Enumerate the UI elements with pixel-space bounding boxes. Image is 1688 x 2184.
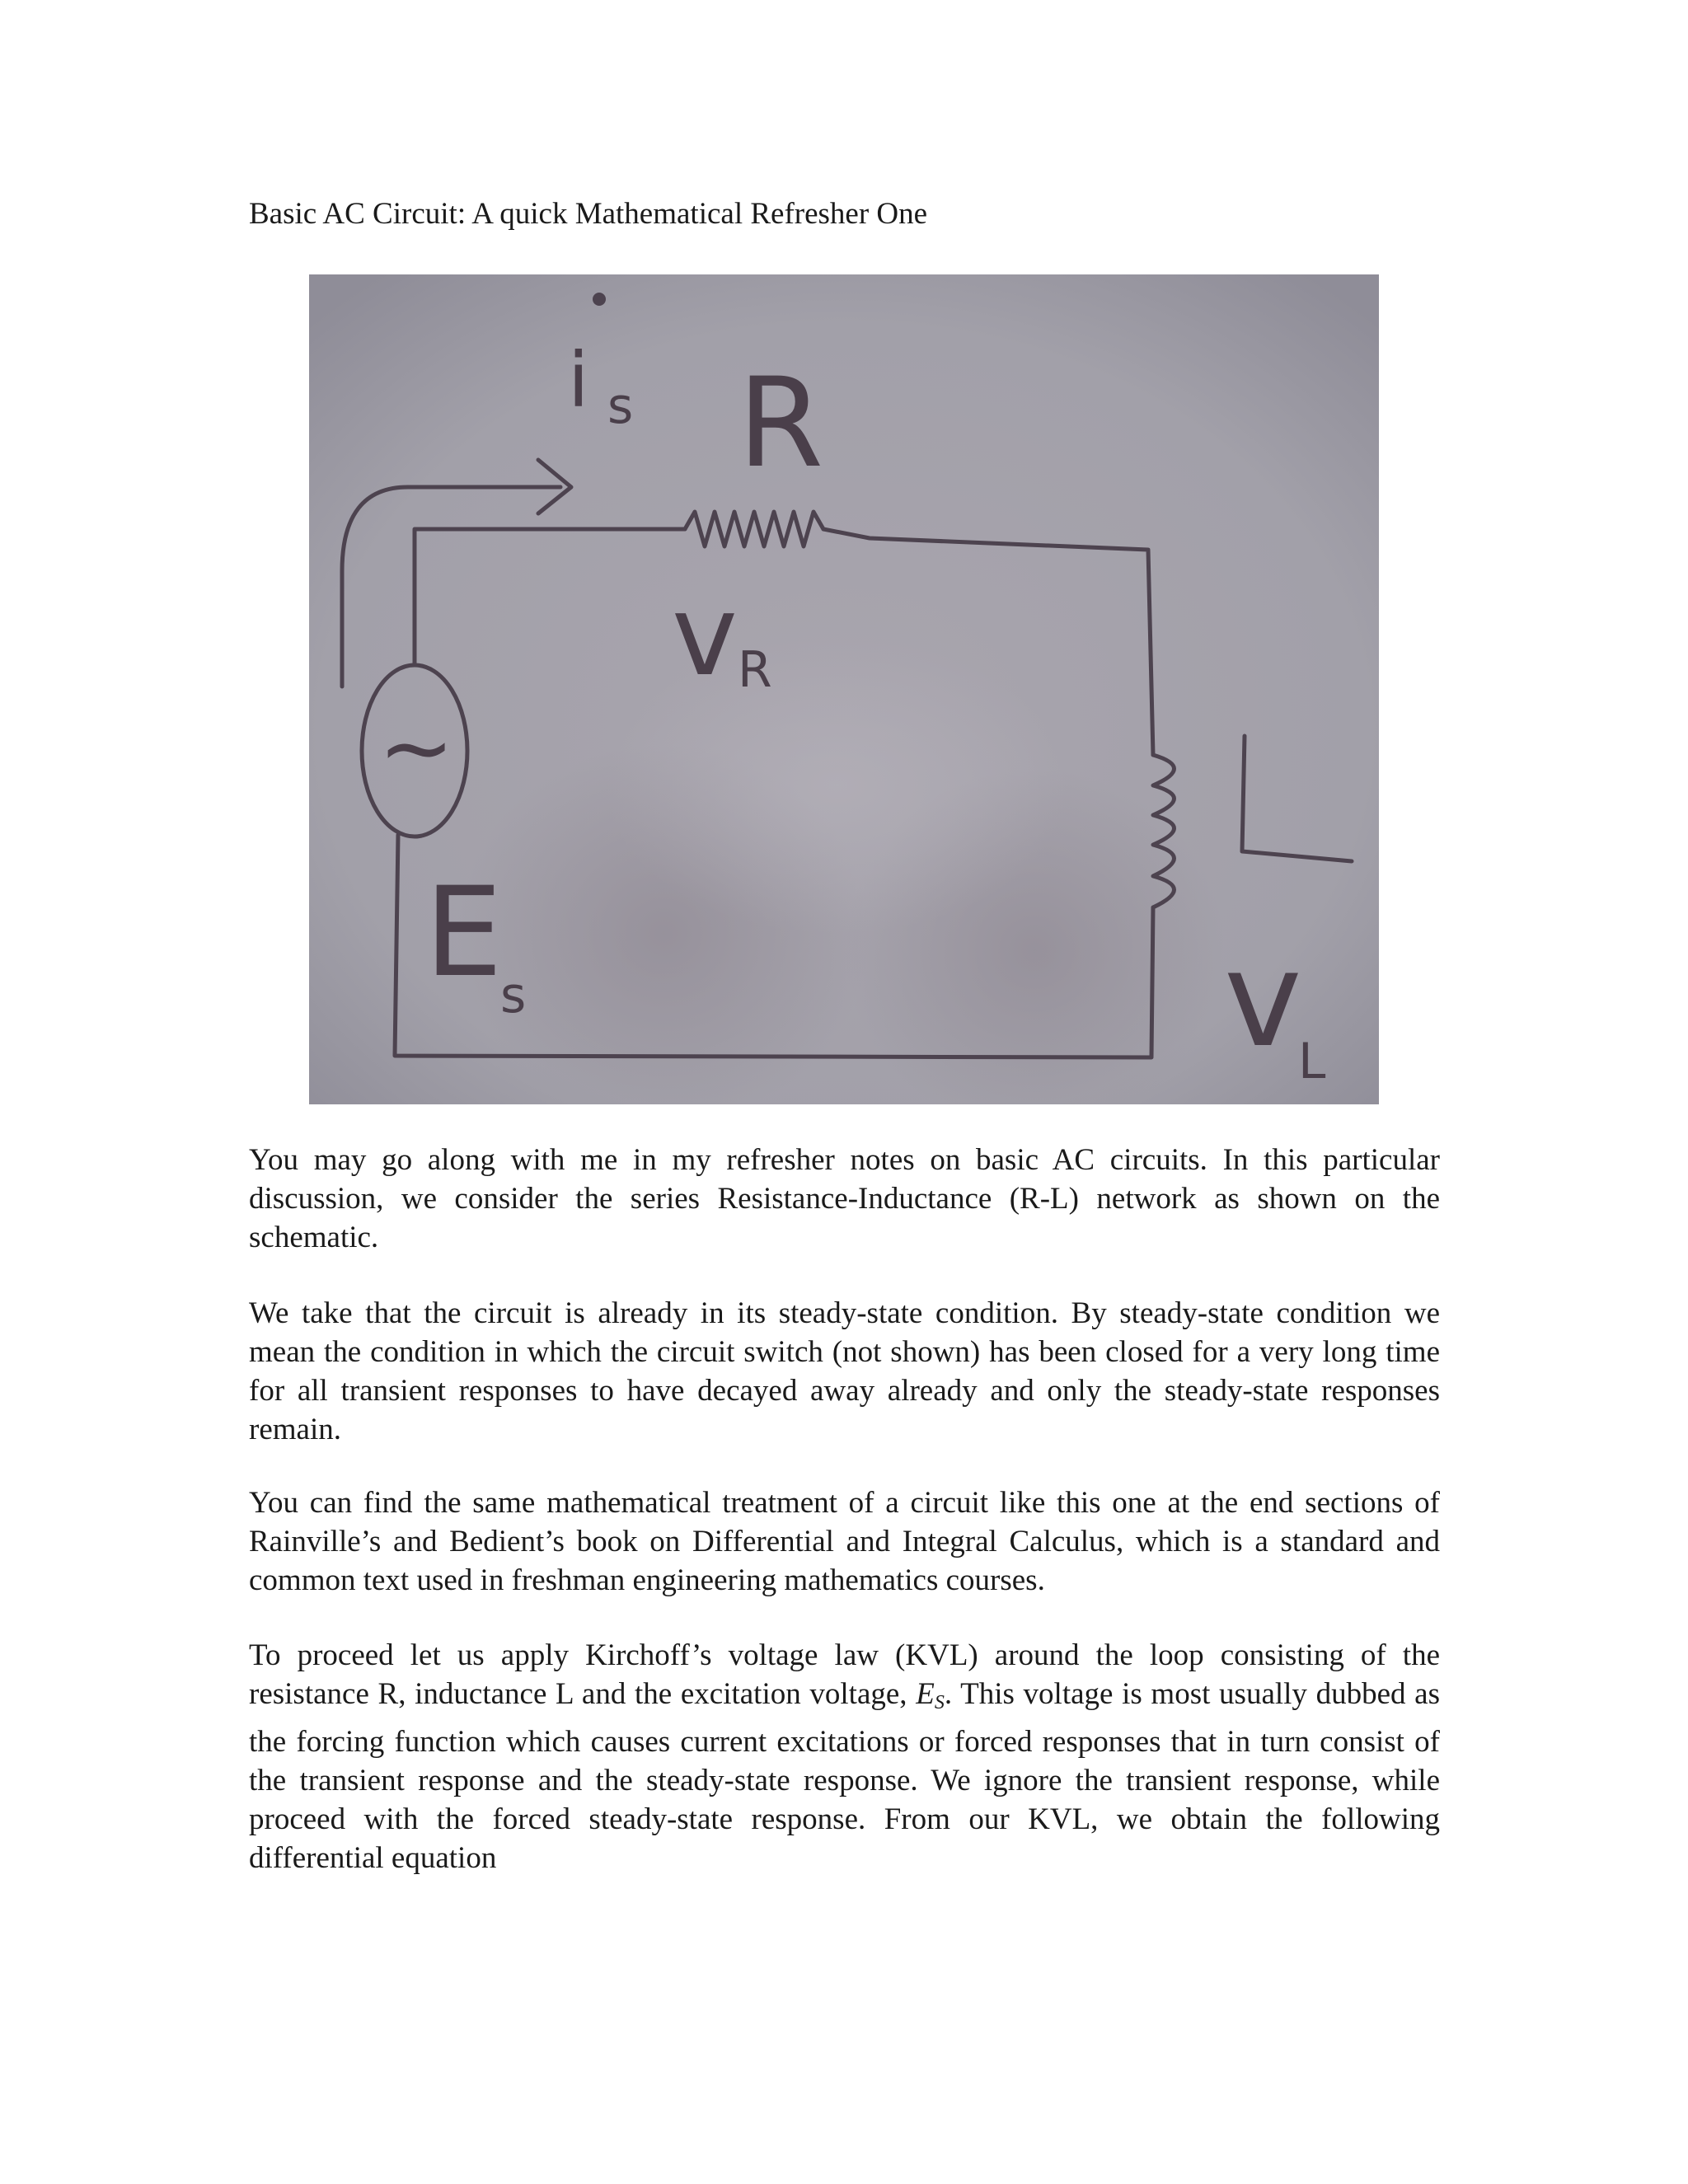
source-label-sub: s (500, 967, 527, 1024)
paragraph-intro: You may go along with me in my refresher notes on basic AC circuits. In this particular discussion, we consider the series Resistance-Inductance (R-L) network as shown on the schematic. (249, 1143, 1440, 1254)
current-label-sub: s (607, 377, 634, 435)
paragraph-steady-state: We take that the circuit is already in its steady-state condition. By steady-state condition we mean the condition in which the circuit switch (not shown) has been closed for a very long time for all transient responses to have decayed away already and only the steady-state responses remain. (249, 1296, 1440, 1446)
source-label: E (424, 861, 503, 1005)
paragraph-kvl (249, 1636, 1440, 1877)
excitation-voltage-sub: S (934, 1692, 945, 1713)
excitation-voltage-symbol (916, 1677, 945, 1711)
inductor-voltage-sub: L (1298, 1033, 1326, 1090)
circuit-schematic (309, 274, 1379, 1104)
resistor-voltage-label: v (672, 571, 738, 701)
paragraph-reference: You can find the same mathematical treatment of a circuit like this one at the end sections of Rainville’s and Bedient’s book on Differential and Integral Calculus, which is a standard and common text used in freshman engineering mathematics courses. (249, 1486, 1440, 1597)
resistor-voltage-sub: R (738, 641, 772, 699)
ac-source-symbol: ~ (378, 695, 455, 800)
resistor-label: R (738, 352, 824, 495)
excitation-voltage-letter: E (916, 1677, 935, 1711)
paragraph-kvl-part-a: To proceed let us apply Kirchoff’s voltage law (KVL) around the loop consisting of the resistance R, inductance L and the excitation voltage, (249, 1638, 1440, 1711)
current-label: i (568, 336, 589, 424)
circuit-photo (309, 274, 1379, 1104)
page-title: Basic AC Circuit: A quick Mathematical Refresher One (249, 197, 928, 231)
inductor-voltage-label: v (1224, 922, 1302, 1076)
current-label-dot (593, 293, 606, 306)
paragraph-kvl-part-b: . This voltage is most usually dubbed as the forcing function which causes current excitations or forced responses that in turn consist of the transient response and the steady-state response. We ignore the transient response, while proceed with the forced steady-state response. From our KVL, we obtain the following differential equation (249, 1677, 1440, 1875)
